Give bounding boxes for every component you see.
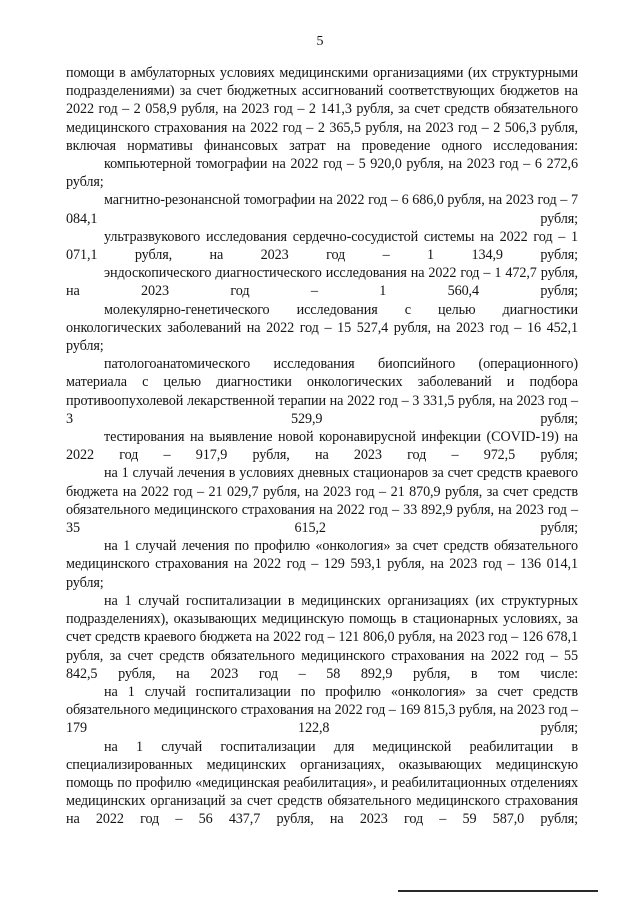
- paragraph-ct-cost: компьютерной томографии на 2022 год – 5 920,0 рубля, на 2023 год – 6 272,6 рубля;: [66, 156, 578, 191]
- paragraph-rehabilitation-cost: на 1 случай госпитализации для медицинской реабилитации в специализированных медицинских организациях, оказывающих медицинскую помощь по профилю «медицинская реабилитация», и реабилитационных отделениях медицинских организаций за счет средств обязательного медицинского страхования на 2022 год – 56 437,7 рубля, на 2023 год – 59 587,0 рубля;: [66, 738, 578, 828]
- paragraph-pathology-cost: патологоанатомического исследования биопсийного (операционного) материала с целью диагностики онкологических заболеваний и подбора противоопухолевой лекарственной терапии на 2022 год – 3 331,5 рубля, на 2023 год – 3 529,9 рубля;: [66, 356, 578, 427]
- paragraph-ultrasound-cost: ультразвукового исследования сердечно-сосудистой системы на 2022 год – 1 071,1 рубля, на 2023 год – 1 134,9 рубля;: [66, 228, 578, 264]
- paragraph-oncology-hospitalization-cost: на 1 случай госпитализации по профилю «онкология» за счет средств обязательного медицинского страхования на 2022 год – 169 815,3 рубля, на 2023 год – 179 122,8 рубля;: [66, 683, 578, 737]
- page-number: 5: [316, 34, 324, 49]
- paragraph-day-hospital-cost: на 1 случай лечения в условиях дневных стационаров за счет средств краевого бюджета на 2022 год – 21 029,7 рубля, на 2023 год – 21 870,9 рубля, за счет средств обязательного медицинского страхования на 2022 год – 33 892,9 рубля, на 2023 год – 35 615,2 рубля;: [66, 465, 578, 537]
- document-body: [66, 64, 578, 829]
- paragraph-covid-test-cost: тестирования на выявление новой коронавирусной инфекции (COVID-19) на 2022 год – 917,9 рубля, на 2023 год – 972,5 рубля;: [66, 429, 578, 464]
- paragraph-mri-cost: магнитно-резонансной томографии на 2022 год – 6 686,0 рубля, на 2023 год – 7 084,1 рубля;: [66, 192, 578, 227]
- paragraph-continuation: помощи в амбулаторных условиях медицинскими организациями (их структурными подразделениями) за счет бюджетных ассигнований соответствующих бюджетов на 2022 год – 2 058,9 рубля, на 2023 год – 2 141,3 рубля, за счет средств обязательного медицинского страхования на 2022 год – 2 365,5 рубля, на 2023 год – 2 506,3 рубля, включая нормативы финансовых затрат на проведение одного исследования:: [66, 65, 578, 154]
- paragraph-molecular-genetic-cost: молекулярно-генетического исследования с целью диагностики онкологических заболеваний на 2022 год – 15 527,4 рубля, на 2023 год – 16 452,1 рубля;: [66, 301, 578, 355]
- bottom-rule: [398, 890, 598, 892]
- paragraph-endoscopy-cost: эндоскопического диагностического исследования на 2022 год – 1 472,7 рубля, на 2023 год – 1 560,4 рубля;: [66, 265, 578, 300]
- paragraph-hospitalization-cost: на 1 случай госпитализации в медицинских организациях (их структурных подразделениях), оказывающих медицинскую помощь в стационарных условиях, за счет средств краевого бюджета на 2022 год – 121 806,0 рубля, на 2023 год – 126 678,1 рубля, за счет средств обязательного медицинского страхования на 2022 год – 55 842,5 рубля, на 2023 год – 58 892,9 рубля, в том числе:: [66, 592, 578, 682]
- paragraph-oncology-day-cost: на 1 случай лечения по профилю «онкология» за счет средств обязательного медицинского страхования на 2022 год – 129 593,1 рубля, на 2023 год – 136 014,1 рубля;: [66, 538, 578, 591]
